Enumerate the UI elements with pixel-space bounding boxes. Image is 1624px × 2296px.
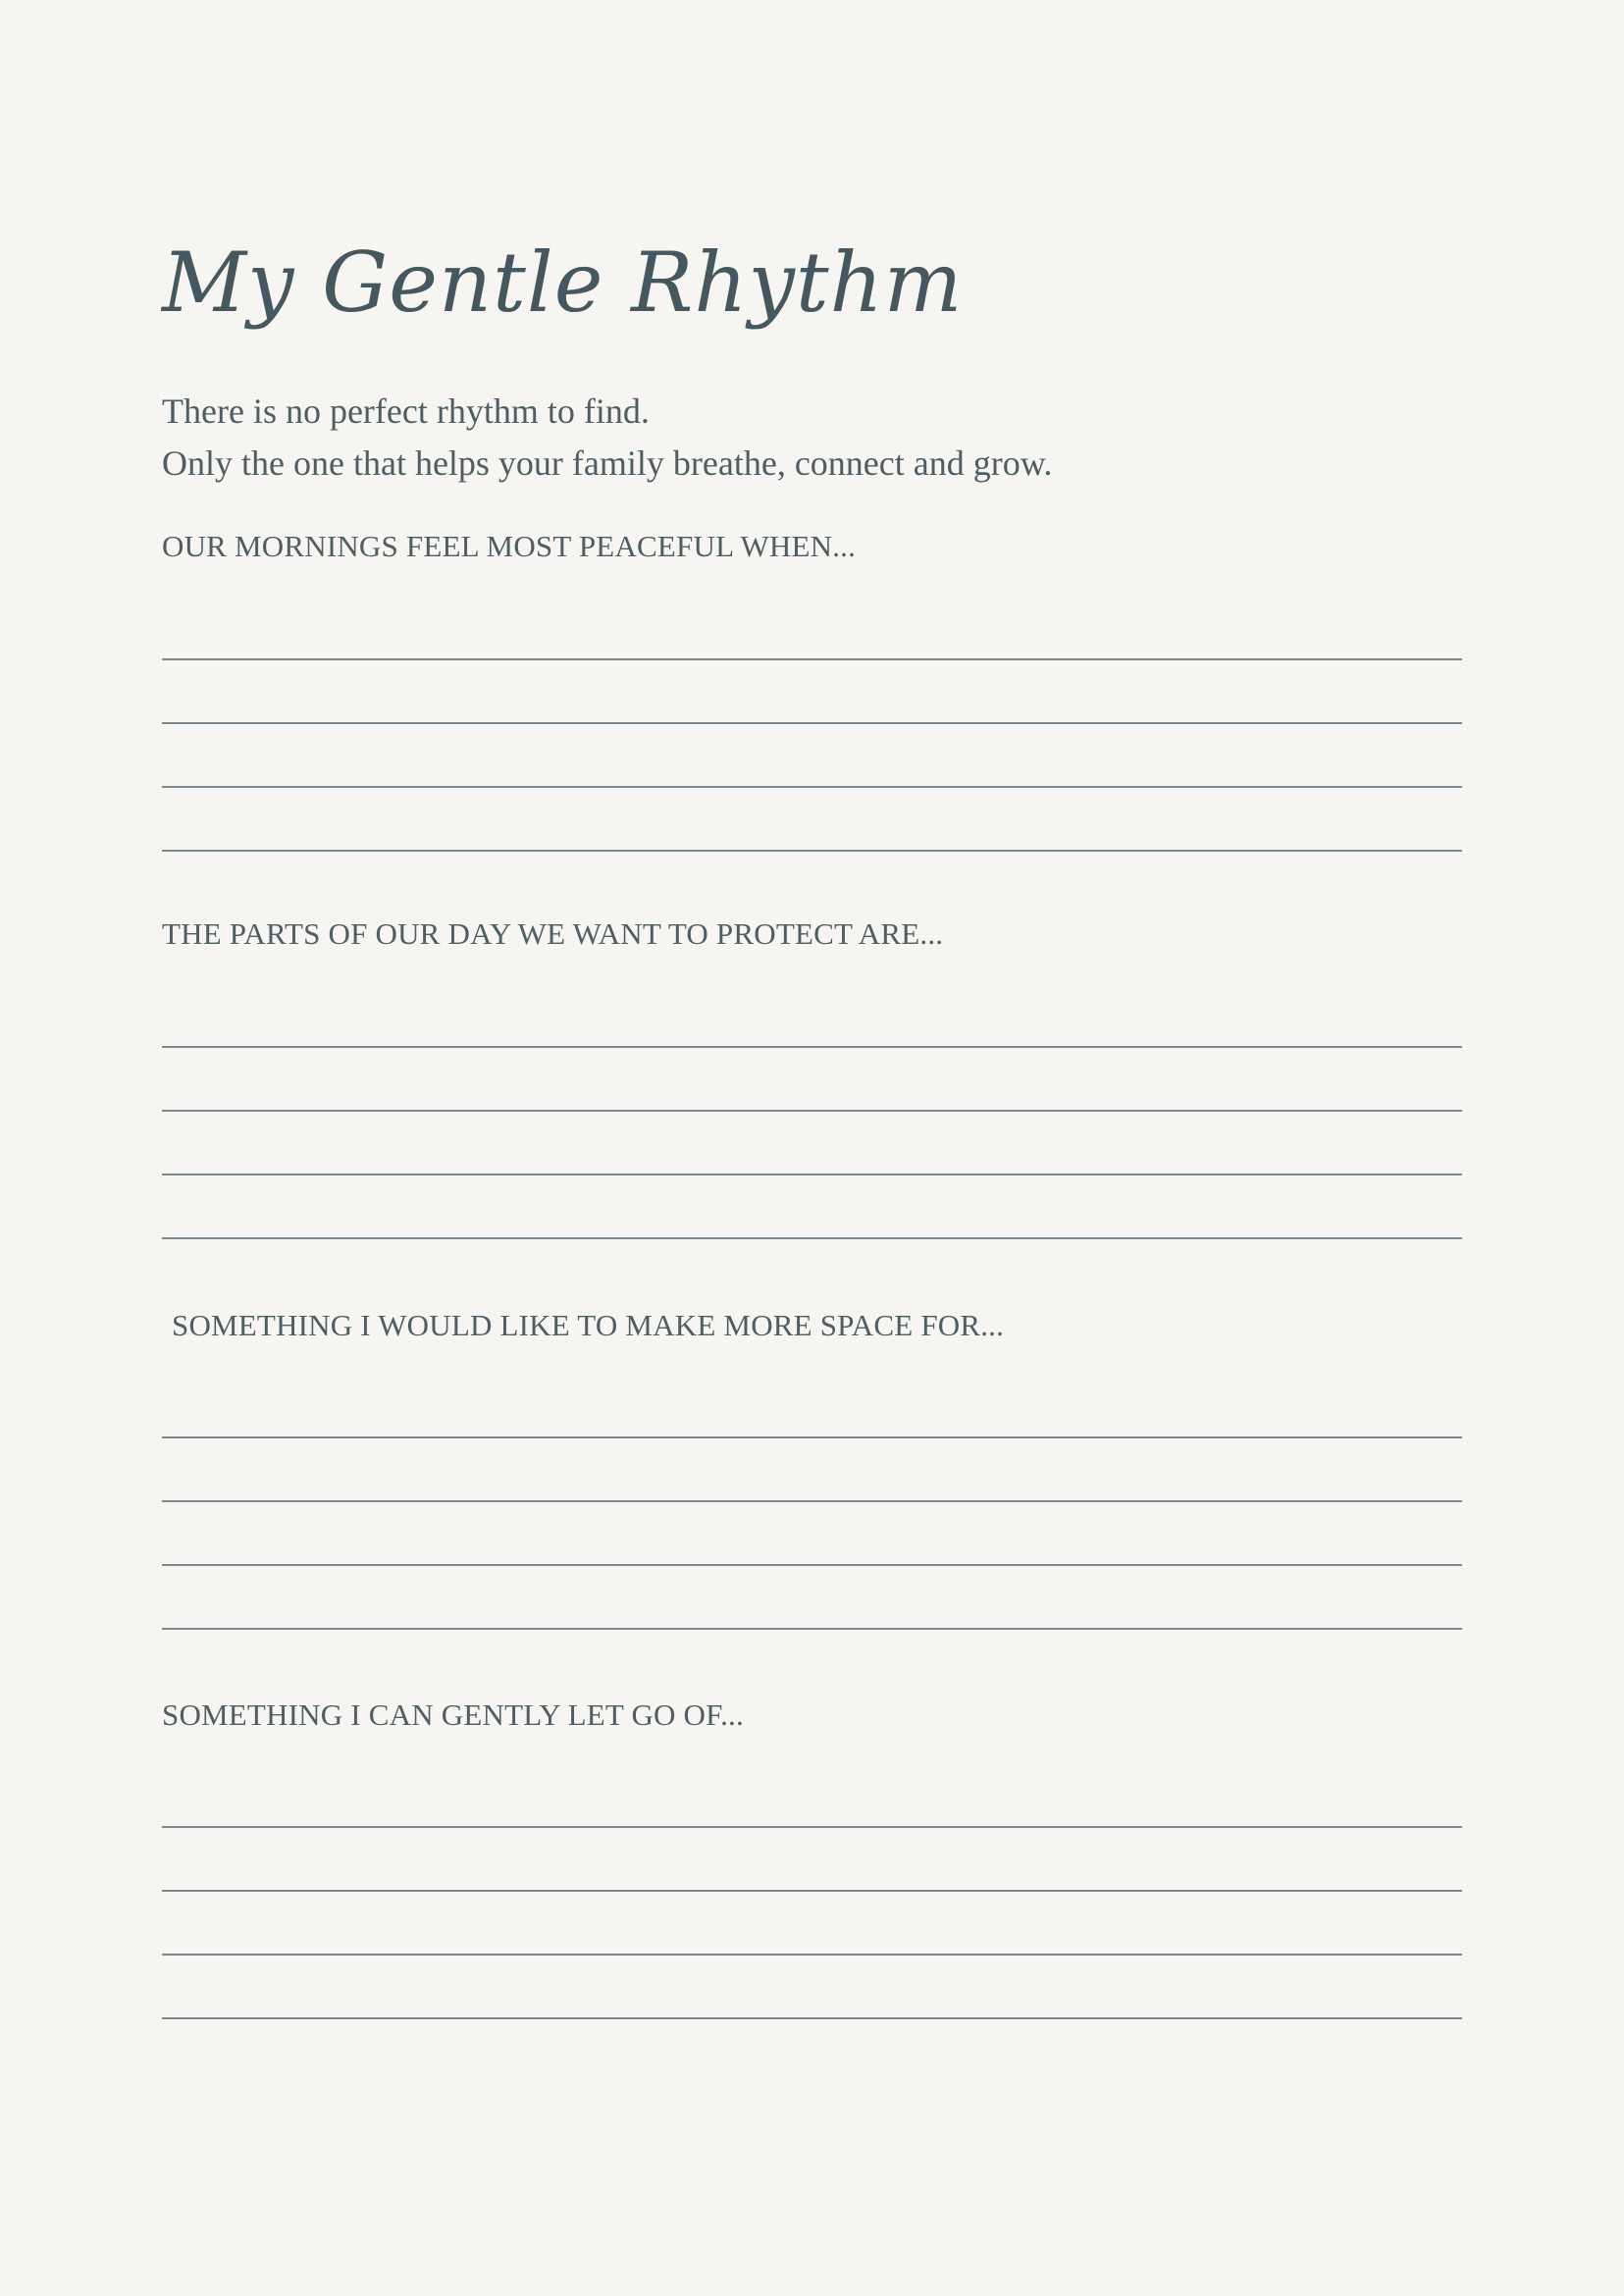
writing-line[interactable] xyxy=(162,1046,1462,1048)
writing-line[interactable] xyxy=(162,1890,1462,1892)
section-prompt-more-space: SOMETHING I WOULD LIKE TO MAKE MORE SPACE FOR... xyxy=(172,1308,1005,1342)
writing-line[interactable] xyxy=(162,1500,1462,1502)
writing-line[interactable] xyxy=(162,1826,1462,1828)
writing-line[interactable] xyxy=(162,2017,1462,2019)
writing-line[interactable] xyxy=(162,1110,1462,1112)
intro-text xyxy=(162,386,1052,490)
writing-line[interactable] xyxy=(162,1237,1462,1239)
page-title: My Gentle Rhythm xyxy=(162,235,964,331)
section-prompt-protect: THE PARTS OF OUR DAY WE WANT TO PROTECT ARE... xyxy=(162,916,944,951)
writing-line[interactable] xyxy=(162,1174,1462,1175)
intro-line-1: There is no perfect rhythm to find. xyxy=(162,391,650,431)
writing-line[interactable] xyxy=(162,722,1462,724)
section-prompt-let-go: SOMETHING I CAN GENTLY LET GO OF... xyxy=(162,1697,744,1732)
writing-line[interactable] xyxy=(162,786,1462,788)
writing-line[interactable] xyxy=(162,658,1462,660)
writing-line[interactable] xyxy=(162,1436,1462,1438)
writing-line[interactable] xyxy=(162,1564,1462,1566)
writing-line[interactable] xyxy=(162,850,1462,852)
writing-line[interactable] xyxy=(162,1628,1462,1630)
writing-line[interactable] xyxy=(162,1954,1462,1956)
intro-line-2: Only the one that helps your family breathe, connect and grow. xyxy=(162,444,1053,483)
section-prompt-mornings: OUR MORNINGS FEEL MOST PEACEFUL WHEN... xyxy=(162,529,857,563)
